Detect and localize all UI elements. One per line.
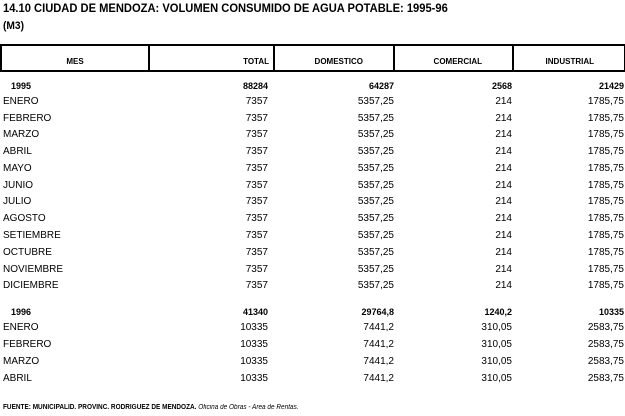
cell-industrial: 2583,75: [587, 373, 624, 384]
cell-industrial: 1785,75: [587, 213, 624, 224]
cell-comercial: 1240,2: [484, 307, 512, 317]
table-row: [0, 371, 624, 387]
cell-domestico: 5357,25: [357, 230, 394, 241]
cell-comercial: 214: [495, 264, 512, 275]
cell-mes: ABRIL: [3, 373, 32, 384]
cell-mes: MARZO: [3, 356, 40, 367]
cell-total: 41340: [242, 307, 268, 317]
cell-mes: AGOSTO: [3, 213, 46, 224]
year-row: [0, 78, 624, 94]
cell-industrial: 1785,75: [587, 129, 624, 140]
cell-comercial: 214: [495, 146, 512, 157]
cell-domestico: 5357,25: [357, 146, 394, 157]
cell-total: 10335: [240, 339, 268, 350]
unit-label: (M3): [3, 20, 25, 32]
source-office: Oficina de Obras - Area de Rentas.: [196, 404, 299, 411]
source-text: FUENTE: MUNICIPALID. PROVINC. RODRIGUEZ DE MENDOZA.: [3, 404, 197, 411]
cell-domestico: 5357,25: [357, 113, 394, 124]
cell-industrial: 2583,75: [587, 356, 624, 367]
cell-domestico: 5357,25: [357, 180, 394, 191]
table-row: [0, 94, 624, 110]
cell-industrial: 2583,75: [587, 322, 624, 333]
cell-total: 10335: [240, 322, 268, 333]
cell-comercial: 310,05: [481, 339, 512, 350]
cell-total: 7357: [245, 196, 268, 207]
header-industrial: INDUSTRIAL: [514, 44, 625, 72]
cell-mes: MARZO: [3, 129, 40, 140]
cell-comercial: 214: [495, 113, 512, 124]
cell-comercial: 214: [495, 163, 512, 174]
cell-domestico: 7441,2: [363, 339, 394, 350]
table-row: [0, 228, 624, 244]
cell-domestico: 5357,25: [357, 264, 394, 275]
cell-mes: ABRIL: [3, 146, 32, 157]
cell-mes: 1995: [11, 81, 32, 91]
cell-mes: FEBRERO: [3, 339, 52, 350]
cell-domestico: 7441,2: [363, 322, 394, 333]
cell-comercial: 214: [495, 180, 512, 191]
table-row: [0, 278, 624, 294]
cell-industrial: 1785,75: [587, 96, 624, 107]
cell-domestico: 5357,25: [357, 247, 394, 258]
cell-industrial: 21429: [598, 81, 624, 91]
cell-comercial: 2568: [491, 81, 512, 91]
cell-comercial: 214: [495, 230, 512, 241]
cell-comercial: 214: [495, 96, 512, 107]
table-row: [0, 111, 624, 127]
cell-total: 7357: [245, 230, 268, 241]
cell-total: 7357: [245, 146, 268, 157]
cell-total: 7357: [245, 129, 268, 140]
cell-total: 7357: [245, 113, 268, 124]
cell-total: 7357: [245, 96, 268, 107]
cell-total: 10335: [240, 373, 268, 384]
cell-mes: FEBRERO: [3, 113, 52, 124]
cell-domestico: 5357,25: [357, 163, 394, 174]
cell-mes: ENERO: [3, 96, 39, 107]
cell-mes: ENERO: [3, 322, 39, 333]
year-row: [0, 304, 624, 320]
cell-domestico: 5357,25: [357, 129, 394, 140]
cell-comercial: 310,05: [481, 373, 512, 384]
cell-mes: 1996: [11, 307, 32, 317]
table-row: [0, 262, 624, 278]
table-row: [0, 211, 624, 227]
cell-industrial: 1785,75: [587, 230, 624, 241]
cell-industrial: 1785,75: [587, 180, 624, 191]
cell-mes: DICIEMBRE: [3, 280, 59, 291]
cell-total: 10335: [240, 356, 268, 367]
cell-industrial: 1785,75: [587, 196, 624, 207]
cell-mes: OCTUBRE: [3, 247, 52, 258]
table-row: [0, 161, 624, 177]
cell-industrial: 1785,75: [587, 163, 624, 174]
cell-total: 7357: [245, 213, 268, 224]
cell-mes: JUNIO: [3, 180, 33, 191]
cell-mes: NOVIEMBRE: [3, 264, 64, 275]
table-row: [0, 354, 624, 370]
cell-industrial: 1785,75: [587, 146, 624, 157]
table-row: [0, 320, 624, 336]
header-mes: MES: [0, 44, 150, 72]
source-note: [3, 404, 299, 411]
table-row: [0, 337, 624, 353]
cell-industrial: 2583,75: [587, 339, 624, 350]
cell-total: 7357: [245, 280, 268, 291]
cell-mes: MAYO: [3, 163, 32, 174]
table-header: [0, 44, 625, 72]
header-comercial: COMERCIAL: [395, 44, 514, 72]
header-domestico: DOMESTICO: [275, 44, 395, 72]
cell-comercial: 310,05: [481, 322, 512, 333]
cell-industrial: 1785,75: [587, 247, 624, 258]
cell-total: 88284: [242, 81, 268, 91]
report-title: 14.10 CIUDAD DE MENDOZA: VOLUMEN CONSUMIDO DE AGUA POTABLE: 1995-96: [3, 1, 448, 15]
table-row: [0, 178, 624, 194]
cell-industrial: 10335: [598, 307, 624, 317]
cell-industrial: 1785,75: [587, 264, 624, 275]
cell-mes: JULIO: [3, 196, 32, 207]
cell-domestico: 29764,8: [361, 307, 394, 317]
cell-comercial: 214: [495, 280, 512, 291]
cell-mes: SETIEMBRE: [3, 230, 61, 241]
cell-domestico: 7441,2: [363, 356, 394, 367]
cell-total: 7357: [245, 180, 268, 191]
cell-domestico: 5357,25: [357, 280, 394, 291]
cell-domestico: 7441,2: [363, 373, 394, 384]
cell-domestico: 64287: [368, 81, 394, 91]
table-row: [0, 245, 624, 261]
cell-industrial: 1785,75: [587, 280, 624, 291]
cell-comercial: 214: [495, 129, 512, 140]
cell-comercial: 310,05: [481, 356, 512, 367]
cell-domestico: 5357,25: [357, 213, 394, 224]
cell-comercial: 214: [495, 213, 512, 224]
cell-domestico: 5357,25: [357, 196, 394, 207]
table-row: [0, 144, 624, 160]
cell-comercial: 214: [495, 247, 512, 258]
table-row: [0, 194, 624, 210]
cell-total: 7357: [245, 247, 268, 258]
cell-domestico: 5357,25: [357, 96, 394, 107]
cell-total: 7357: [245, 264, 268, 275]
header-total: TOTAL: [150, 44, 275, 72]
table-row: [0, 127, 624, 143]
cell-total: 7357: [245, 163, 268, 174]
cell-comercial: 214: [495, 196, 512, 207]
cell-industrial: 1785,75: [587, 113, 624, 124]
